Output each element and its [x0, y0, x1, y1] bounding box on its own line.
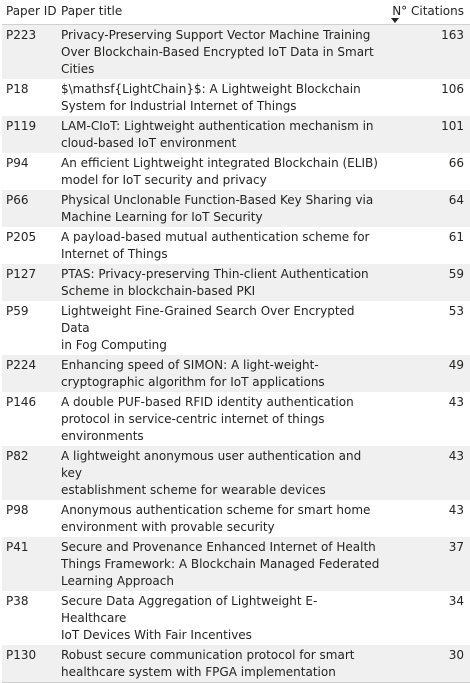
paper-title-cell: [61, 303, 381, 354]
paper-id-cell: P146: [6, 395, 37, 409]
citations-cell: 64: [448, 193, 464, 207]
table-row[interactable]: [2, 355, 470, 392]
citations-cell: 37: [448, 540, 464, 554]
paper-title-line: in Fog Computing: [61, 338, 167, 352]
table-row[interactable]: [2, 645, 470, 682]
paper-id-cell: P127: [6, 267, 37, 281]
citations-cell: 49: [448, 358, 464, 372]
paper-id-cell: P38: [6, 594, 29, 608]
paper-title-line: Scheme in blockchain-based PKI: [61, 284, 256, 298]
citations-cell: 43: [448, 395, 464, 409]
table-header: [2, 0, 470, 25]
paper-title-cell: [61, 192, 381, 226]
paper-title-line: Secure Data Aggregation of Lightweight E-Healthcare: [61, 594, 318, 625]
table-row[interactable]: [2, 264, 470, 301]
paper-id-cell: P224: [6, 358, 37, 372]
paper-title-cell: [61, 81, 381, 115]
paper-title-line: PTAS: Privacy-preserving Thin-client Authentication: [61, 267, 369, 281]
table-row[interactable]: [2, 190, 470, 227]
table-body: [2, 25, 470, 682]
paper-title-line: A payload-based mutual authentication scheme for: [61, 230, 370, 244]
table-row[interactable]: [2, 537, 470, 591]
paper-title-line: An efficient Lightweight integrated Blockchain (ELIB): [61, 156, 378, 170]
header-paper-title[interactable]: Paper title: [61, 4, 123, 18]
paper-id-cell: P94: [6, 156, 29, 170]
paper-title-cell: [61, 647, 381, 681]
paper-title-cell: [61, 229, 381, 263]
paper-title-cell: [61, 155, 381, 189]
table-row[interactable]: [2, 25, 470, 79]
paper-id-cell: P18: [6, 82, 29, 96]
paper-id-cell: P59: [6, 304, 29, 318]
paper-title-line: LAM-CIoT: Lightweight authentication mechanism in: [61, 119, 374, 133]
citations-cell: 59: [448, 267, 464, 281]
paper-title-line: cryptographic algorithm for IoT applications: [61, 375, 325, 389]
paper-title-cell: [61, 502, 381, 536]
paper-title-line: Secure and Provenance Enhanced Internet of Health: [61, 540, 376, 554]
paper-title-cell: [61, 266, 381, 300]
paper-title-line: healthcare system with FPGA implementation: [61, 665, 336, 679]
paper-title-cell: [61, 539, 381, 590]
paper-title-line: Things Framework: A Blockchain Managed Federated: [61, 557, 380, 571]
citations-cell: 66: [448, 156, 464, 170]
paper-title-line: A lightweight anonymous user authentication and key: [61, 449, 362, 480]
paper-title-line: A double PUF-based RFID identity authentication: [61, 395, 354, 409]
paper-title-line: $\mathsf{LightChain}$: A Lightweight Blockchain: [61, 82, 361, 96]
table-row[interactable]: [2, 79, 470, 116]
table-row[interactable]: [2, 116, 470, 153]
paper-title-cell: [61, 118, 381, 152]
citations-cell: 34: [448, 594, 464, 608]
paper-title-line: Privacy-Preserving Support Vector Machine Training: [61, 28, 371, 42]
paper-title-line: Machine Learning for IoT Security: [61, 210, 263, 224]
table-row[interactable]: [2, 446, 470, 500]
citations-cell: 30: [448, 648, 464, 662]
paper-id-cell: P98: [6, 503, 29, 517]
paper-id-cell: P130: [6, 648, 37, 662]
paper-title-line: environments: [61, 429, 144, 443]
paper-id-cell: P66: [6, 193, 29, 207]
paper-title-line: Cities: [61, 62, 95, 76]
table-row[interactable]: [2, 227, 470, 264]
citations-cell: 106: [441, 82, 464, 96]
citations-cell: 101: [441, 119, 464, 133]
paper-title-line: Learning Approach: [61, 574, 174, 588]
paper-title-line: Robust secure communication protocol for smart: [61, 648, 355, 662]
paper-title-line: Over Blockchain-Based Encrypted IoT Data in Smart: [61, 45, 374, 59]
paper-title-line: Enhancing speed of SIMON: A light-weight-: [61, 358, 319, 372]
paper-title-line: environment with provable security: [61, 520, 275, 534]
paper-id-cell: P205: [6, 230, 37, 244]
paper-id-cell: P41: [6, 540, 29, 554]
paper-title-line: establishment scheme for wearable devices: [61, 483, 326, 497]
paper-title-line: protocol in service-centric internet of things: [61, 412, 325, 426]
citations-cell: 61: [448, 230, 464, 244]
table-row[interactable]: [2, 591, 470, 645]
papers-table: [2, 0, 470, 683]
citations-cell: 43: [448, 449, 464, 463]
paper-title-line: Anonymous authentication scheme for smart home: [61, 503, 371, 517]
citations-cell: 163: [441, 28, 464, 42]
paper-title-cell: [61, 394, 381, 445]
citations-cell: 53: [448, 304, 464, 318]
paper-title-line: model for IoT security and privacy: [61, 173, 267, 187]
paper-title-line: IoT Devices With Fair Incentives: [61, 628, 252, 642]
table-row[interactable]: [2, 392, 470, 446]
paper-id-cell: P119: [6, 119, 37, 133]
paper-title-cell: [61, 27, 381, 78]
paper-title-line: System for Industrial Internet of Things: [61, 99, 297, 113]
paper-title-line: Physical Unclonable Function-Based Key Sharing via: [61, 193, 374, 207]
header-citations[interactable]: [381, 3, 470, 19]
paper-title-line: Lightweight Fine-Grained Search Over Encrypted Data: [61, 304, 355, 335]
paper-title-cell: [61, 448, 381, 499]
table-row[interactable]: [2, 153, 470, 190]
paper-id-cell: P82: [6, 449, 29, 463]
table-row[interactable]: [2, 301, 470, 355]
paper-id-cell: P223: [6, 28, 37, 42]
header-paper-id[interactable]: Paper ID: [6, 4, 57, 18]
paper-title-line: Internet of Things: [61, 247, 168, 261]
citations-cell: 43: [448, 503, 464, 517]
sort-descending-icon[interactable]: [391, 18, 399, 23]
header-citations-label: N° Citations: [392, 4, 464, 18]
paper-title-cell: [61, 357, 381, 391]
paper-title-line: cloud-based IoT environment: [61, 136, 237, 150]
table-row[interactable]: [2, 500, 470, 537]
